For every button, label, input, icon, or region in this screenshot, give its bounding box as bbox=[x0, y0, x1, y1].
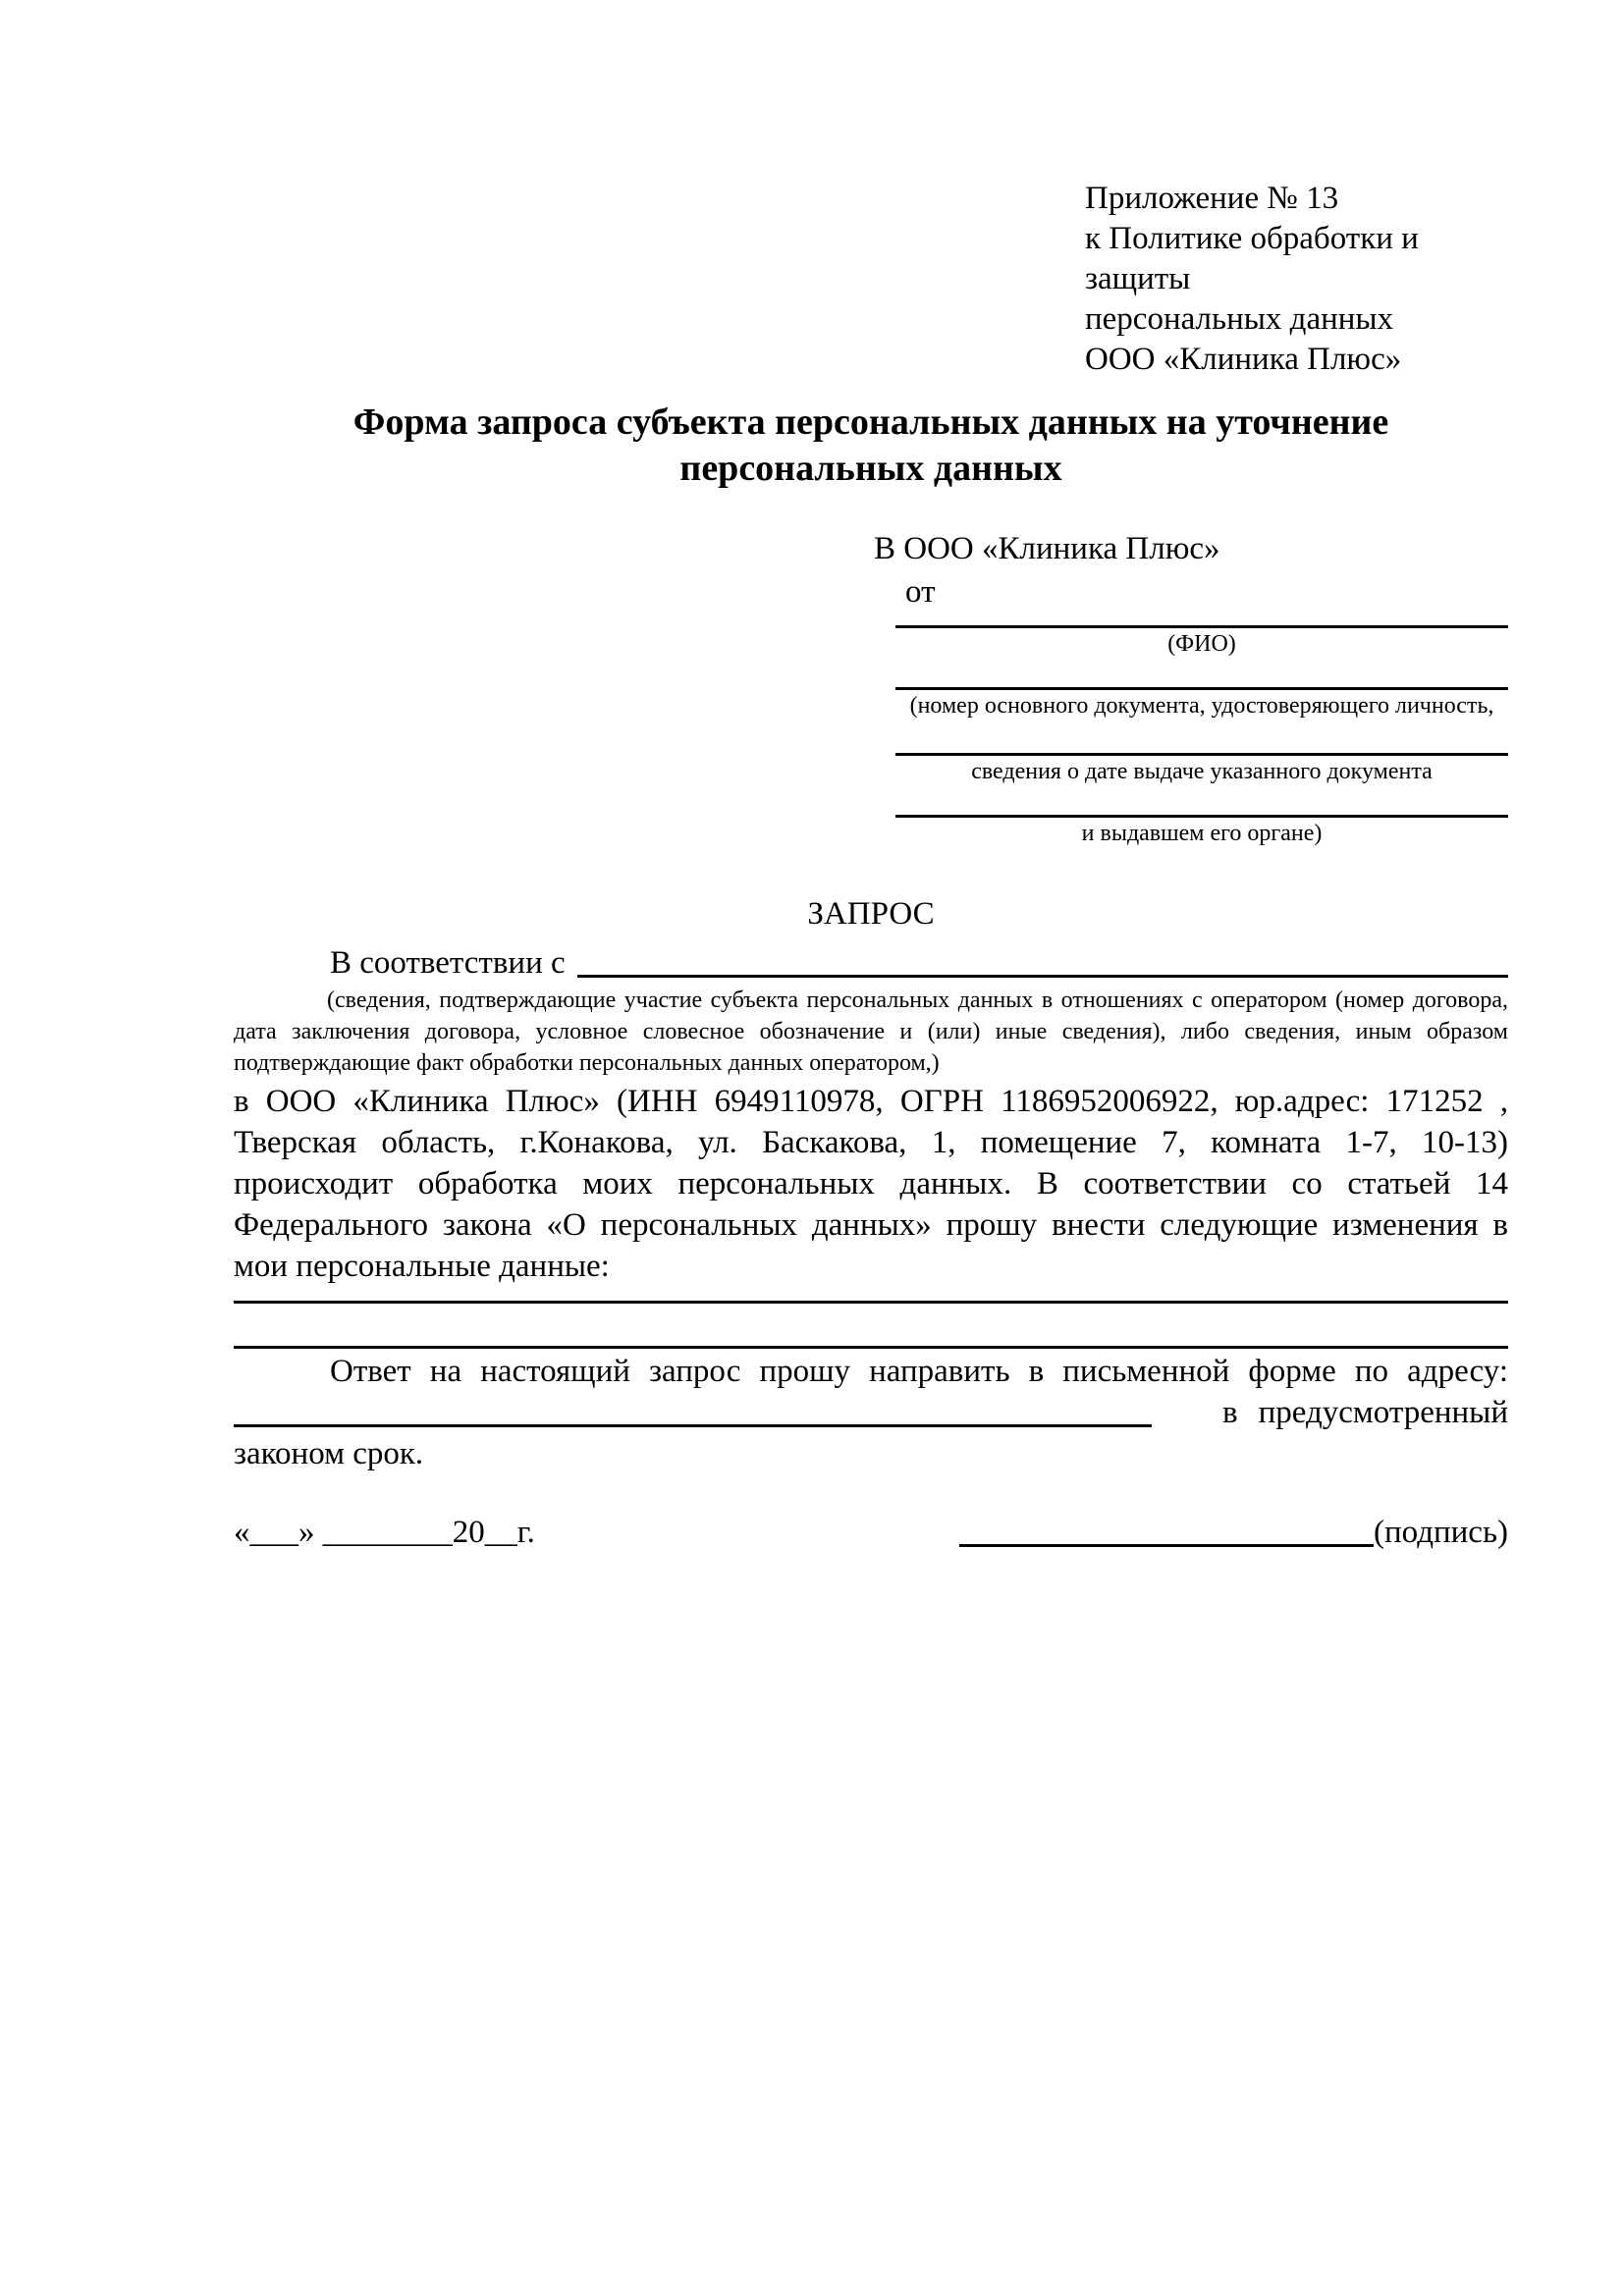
body-paragraph: в ООО «Клиника Плюс» (ИНН 6949110978, ОГРН 1186952006922, юр.адрес: 171252 , Тверская область, г.Конакова, ул. Баскакова, 1, помещение 7, комната 1-7, 10-13) происходит обработка моих персональных данных. В соответствии со статьей 14 Федерального закона «О персональных данных» прошу внести следующие изменения в мои персональные данные: bbox=[234, 1084, 1508, 1284]
appendix-line: ООО «Клиника Плюс» bbox=[1085, 342, 1402, 377]
signature-blank-line bbox=[959, 1544, 1374, 1547]
reply-line1: Ответ на настоящий запрос прошу направить в письменной форме по адресу: bbox=[330, 1354, 1508, 1389]
document-title-line1: Форма запроса субъекта персональных данных на уточнение bbox=[352, 401, 1389, 443]
changes-blank-line-2 bbox=[234, 1346, 1508, 1349]
document-title bbox=[234, 400, 1508, 492]
addressee-to: В ООО «Клиника Плюс» bbox=[874, 531, 1220, 566]
intro-blank-line bbox=[577, 975, 1508, 978]
reply-address-blank-line bbox=[234, 1424, 1152, 1427]
document-number-caption: (номер основного документа, удостоверяющего личность, bbox=[909, 693, 1494, 719]
date-line: «___» ________20__г. bbox=[234, 1515, 535, 1550]
reply-conjunction: в bbox=[1222, 1395, 1238, 1430]
page-content bbox=[234, 0, 1508, 1553]
intro-row bbox=[234, 941, 1508, 985]
footer-row bbox=[234, 1512, 1508, 1553]
fio-caption: (ФИО) bbox=[1167, 631, 1236, 657]
document-title-line2: персональных данных bbox=[679, 448, 1062, 489]
reply-last-line: законом срок. bbox=[234, 1436, 424, 1471]
appendix-line: персональных данных bbox=[1085, 301, 1394, 337]
appendix-line: к Политике обработки и защиты bbox=[1085, 221, 1419, 296]
signature-caption: (подпись) bbox=[1374, 1515, 1508, 1550]
addressee-from-label: от bbox=[905, 574, 936, 610]
addressee-block bbox=[874, 527, 1508, 849]
intro-prefix: В соответствии с bbox=[330, 945, 566, 981]
changes-blank-line-1 bbox=[234, 1301, 1508, 1304]
reply-tail: предусмотренный bbox=[1258, 1395, 1508, 1430]
appendix-line: Приложение № 13 bbox=[1085, 181, 1339, 216]
issuing-authority-caption: и выдавшем его органе) bbox=[1081, 821, 1323, 846]
reply-address-row bbox=[234, 1392, 1508, 1433]
issue-date-caption: сведения о дате выдаче указанного документа bbox=[971, 759, 1433, 784]
footnote-text: (сведения, подтверждающие участие субъекта персональных данных в отношениях с оператором (номер договора, дата заключения договора, условное словесное обозначение и (или) иные сведения), либо сведения, иным образом подтверждающие факт обработки персональных данных оператором,) bbox=[234, 988, 1508, 1076]
appendix-block bbox=[1085, 179, 1508, 380]
request-heading: ЗАПРОС bbox=[807, 896, 935, 932]
addressee-fields bbox=[895, 625, 1508, 849]
signature-group bbox=[959, 1512, 1508, 1553]
